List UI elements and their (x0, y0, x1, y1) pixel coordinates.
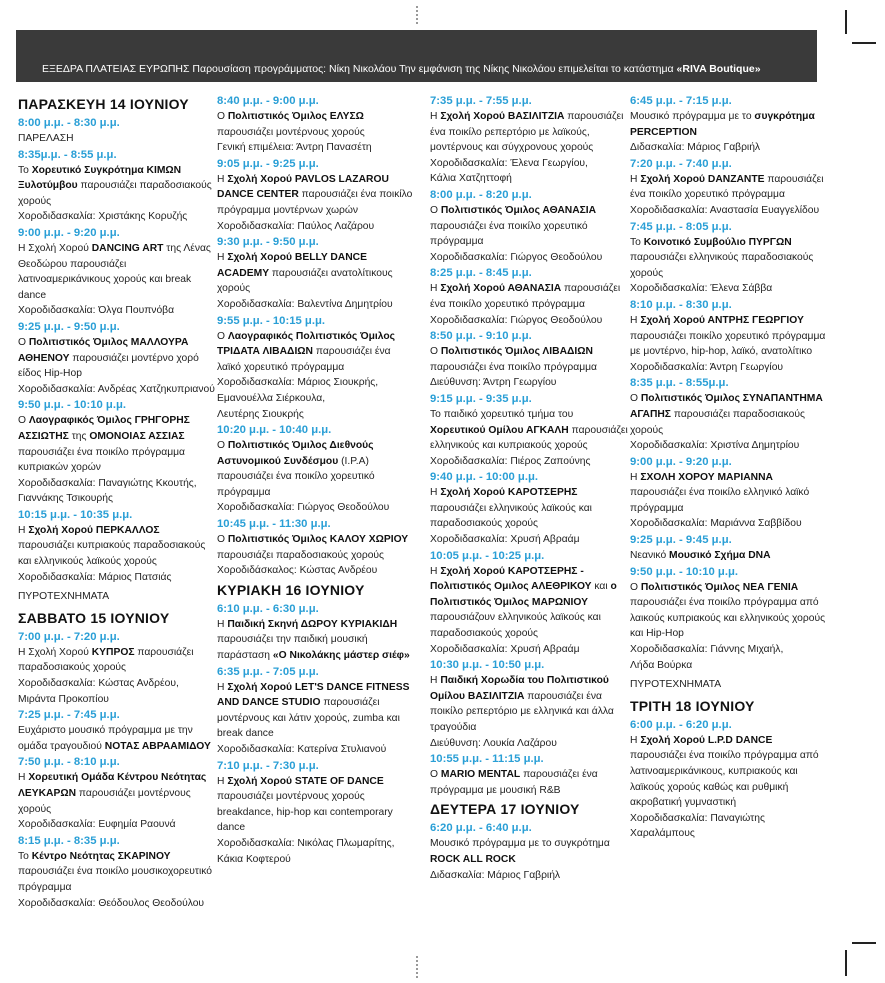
performer-name: Πολιτιστικός Όμιλος ΕΛΥΣΩ (227, 111, 364, 122)
description-text: Η (630, 471, 641, 483)
fold-mark-bottom (416, 956, 418, 978)
performer-name: Σχολή Χορού ΚΑΡΟΤΣΕΡΗΣ (440, 487, 578, 499)
performer-name: Σχολή Χορού BELLY DANCE ACADEMY (217, 252, 367, 279)
event-credit: Χοροδιδασκαλία: Γιώργος Θεοδούλου (217, 502, 390, 514)
event-time: 8:15 μ.μ. - 8:35 μ.μ. (18, 834, 120, 847)
performer-name: Σχολή Χορού PAVLOS LAZAROU DANCE CENTER (217, 173, 389, 201)
header-text: Παρουσίαση προγράμματος: Νίκη Νικολάου Την εμφάνιση της Νίκης Νικολάου επιμελείται το κατάστημα (189, 63, 677, 75)
event-credit: Χοροδιδασκαλία: Κώστας Ανδρέου, (18, 678, 179, 690)
event-credit: Λευτέρης Σιουκρής (217, 408, 304, 420)
schedule-event (430, 94, 630, 187)
description-text: παρουσιάζει ένα λαϊκό χορευτικό πρόγραμμα (217, 346, 391, 373)
event-credit: Χοροδιδασκαλία: Έλενα Γεωργίου, (430, 157, 588, 169)
event-credit: Χοροδιδασκαλία: Γιώργος Θεοδούλου (430, 251, 603, 263)
event-credit: Χοροδιδασκαλία: Αναστασία Ευαγγελίδου (630, 204, 820, 216)
crop-mark (845, 10, 847, 34)
event-description (217, 172, 417, 219)
performer-name: DANCING ART (91, 242, 164, 254)
description-text: παρουσιάζει ένα ποικίλο ρεπερτόριο με ελληνικά και άλλα τραγούδια (430, 690, 614, 733)
description-text: παρουσιάζει ένα ποικίλο πρόγραμμα κυπριακών χορών (18, 446, 186, 474)
event-credit: Χοροδιδασκαλία: Έλενα Σάββα (630, 283, 773, 295)
schedule-event (18, 834, 218, 911)
performer-name: Πολιτιστικός Όμιλος ΚΑΛΟΥ ΧΩΡΙΟΥ (227, 534, 409, 546)
description-text: Ο (630, 393, 641, 405)
event-time: 7:35 μ.μ. - 7:55 μ.μ. (430, 95, 532, 107)
description-text: παρουσιάζει ελληνικούς παραδοσιακούς χορούς (630, 252, 814, 279)
event-description (630, 109, 830, 140)
event-credit: Κάκια Κοφτερού (217, 853, 291, 865)
description-text: της (68, 430, 90, 442)
event-description (18, 849, 218, 896)
event-description (430, 109, 630, 156)
performer-name: Σχολή Χορού ΒΑΣΙΛΙΤΖΙΑ (440, 111, 565, 122)
event-description (430, 407, 630, 454)
schedule-event (430, 392, 630, 469)
event-credit: Χοροδιδασκαλία: Χριστίνα Δημητρίου (630, 440, 800, 452)
event-description (18, 723, 218, 754)
description-text: παρουσιάζει μοντέρνους χορούς (18, 788, 191, 815)
event-description (18, 523, 218, 570)
event-description (630, 172, 830, 203)
performer-name: Παιδική Σκηνή ΔΩΡΟΥ ΚΥΡΙΑΚΙΔΗ (227, 618, 398, 630)
description-text: Ο (217, 440, 228, 452)
description-text: παρουσιάζει ένα ποικίλο χορευτικό πρόγραμμα (630, 173, 824, 201)
description-text: παρουσιάζει ελληνικούς και κυπριακούς χορούς (430, 424, 628, 452)
event-time: 9:00 μ.μ. - 9:20 μ.μ. (630, 455, 732, 468)
event-description (630, 391, 830, 438)
performer-name: ΝΟΤΑΣ ΑΒΡΑΑΜΙΔΟΥ (104, 740, 211, 752)
description-text: Ο (18, 415, 29, 427)
event-credit: Χοροδιδασκαλία: Άντρη Γεωργίου (630, 361, 784, 373)
schedule-event (217, 665, 417, 758)
event-description (18, 335, 218, 382)
schedule-event (630, 94, 830, 156)
description-text: παρουσιάζει μοντέρνο χορό είδος Hip-Hop (18, 352, 199, 380)
event-description (430, 836, 630, 867)
performer-name: Πολιτιστικός Όμιλος ΝΕΑ ΓΕΝΙΑ (640, 581, 799, 593)
description-text: παρουσιάζει παραδοσιακούς χορούς (18, 180, 212, 207)
event-description (217, 329, 417, 376)
fireworks-note: ΠΥΡΟΤΕΧΝΗΜΑΤΑ (18, 591, 110, 603)
event-time: 8:50 μ.μ. - 9:10 μ.μ. (430, 330, 532, 343)
description-text: Μουσικό πρόγραμμα με το συγκρότημα (430, 838, 610, 850)
performer-name: Κοινοτικό Συμβούλιο ΠΥΡΓΩΝ (643, 236, 792, 248)
performer-name: Πολιτιστικός Όμιλος Διεθνούς Αστυνομικού Συνδέσμου (217, 440, 374, 467)
schedule-event (217, 602, 417, 664)
event-time: 6:35 μ.μ. - 7:05 μ.μ. (217, 665, 319, 678)
event-time: 7:50 μ.μ. - 8:10 μ.μ. (18, 756, 120, 769)
event-credit: Διδασκαλία: Μάριος Γαβριήλ (430, 869, 561, 881)
description-text: και (591, 581, 611, 593)
schedule-event (430, 549, 630, 658)
event-credit: Λήδα Βούρκα (630, 659, 693, 671)
description-text: Η (217, 775, 228, 787)
description-text: Η (430, 675, 441, 687)
description-text: παρουσιάζει κυπριακούς παραδοσιακούς και ελληνικούς λαϊκούς χορούς (18, 540, 206, 568)
event-time: 10:20 μ.μ. - 10:40 μ.μ. (217, 424, 332, 437)
event-time: 10:45 μ.μ. - 11:30 μ.μ. (217, 518, 331, 531)
event-time: 6:10 μ.μ. - 6:30 μ.μ. (217, 602, 319, 615)
event-credit: Χοροδιδασκαλία: Πιέρος Ζαπούνης (430, 455, 591, 467)
description-text: παρουσιάζει ελληνικούς λαϊκούς και παραδοσιακούς χορούς (430, 502, 592, 530)
performer-name: Πολιτιστικός Όμιλος ΜΑΛΛΟΥΡΑ ΑΘΗΕΝΟΥ (18, 336, 189, 364)
event-description (630, 733, 830, 811)
schedule-event (630, 376, 830, 453)
event-description (18, 163, 218, 210)
performer-name: Πολιτιστικός Όμιλος ΛΙΒΑΔΙΩΝ (440, 346, 593, 358)
fireworks-note: ΠΥΡΟΤΕΧΝΗΜΑΤΑ (630, 679, 722, 691)
crop-mark (845, 950, 847, 976)
event-time: 7:00 μ.μ. - 7:20 μ.μ. (18, 630, 120, 643)
day-heading: ΚΥΡΙΑΚΗ 16 ΙΟΥΝΙΟΥ (217, 581, 365, 598)
description-text: Η (430, 487, 441, 499)
event-time: 9:05 μ.μ. - 9:25 μ.μ. (217, 157, 319, 170)
description-text: παρουσιάζει ένα ποικίλο χορευτικό πρόγραμμα (430, 283, 621, 310)
schedule-event (430, 470, 630, 547)
event-credit: Χοροδιδασκαλία: Χρυσή Αβραάμ (430, 534, 580, 546)
performer-name: Σχολή Χορού ΑΘΑΝΑΣΙΑ (440, 283, 562, 295)
schedule-event (430, 329, 630, 391)
event-description (430, 344, 630, 375)
schedule-event (430, 188, 630, 265)
event-time: 8:00 μ.μ. - 8:30 μ.μ. (18, 117, 120, 129)
schedule-event (18, 630, 218, 707)
fold-mark-top (416, 6, 418, 24)
schedule-column-3 (430, 93, 630, 883)
event-description (217, 532, 417, 563)
crop-mark (852, 942, 876, 944)
event-time: 7:25 μ.μ. - 7:45 μ.μ. (18, 709, 120, 722)
description-text: Η (630, 734, 641, 746)
event-time: 8:35 μ.μ. - 8:55μ.μ. (630, 377, 729, 390)
schedule-event (18, 148, 218, 225)
description-text: Η (217, 173, 228, 185)
event-description (630, 313, 830, 360)
event-time: 9:30 μ.μ. - 9:50 μ.μ. (217, 236, 319, 249)
performer-name: Χορευτικό Συγκρότημα ΚΙΜΩΝ Ξυλοτύμβου (18, 164, 182, 192)
schedule-event (430, 266, 630, 328)
performer-name: «Ο Νικολάκης μάστερ σιέφ» (272, 650, 410, 662)
event-description (18, 241, 218, 303)
event-credit: Διεύθυνση: Λουκία Λαζάρου (430, 737, 557, 749)
event-time: 9:50 μ.μ. - 10:10 μ.μ. (630, 565, 739, 578)
event-description (430, 281, 630, 312)
description-text: Η (217, 618, 228, 630)
description-text: παρουσιάζουν ελληνικούς λαϊκούς και παραδοσιακούς χορούς (430, 612, 601, 640)
description-text: Η (217, 252, 228, 264)
description-text: Ο (18, 336, 29, 348)
performer-name: Πολιτιστικός Όμιλος ΣΥΝΑΠΑΝΤΗΜΑ ΑΓΑΠΗΣ (630, 393, 823, 420)
performer-name: MARIO MENTAL (440, 769, 521, 781)
schedule-event (430, 821, 630, 883)
event-description (630, 580, 830, 642)
day-heading: ΣΑΒΒΑΤΟ 15 ΙΟΥΝΙΟΥ (18, 609, 170, 626)
day-heading: ΤΡΙΤΗ 18 ΙΟΥΝΙΟΥ (630, 697, 755, 714)
description-text: Η (18, 772, 29, 784)
description-text: Το παιδικό χορευτικό τμήμα του (430, 408, 574, 420)
event-time: 8:40 μ.μ. - 9:00 μ.μ. (217, 95, 319, 107)
event-credit: Μιράντα Προκοπίου (18, 693, 109, 705)
event-credit: Χοροδιδασκαλία: Ανδρέας Χατζηκυπριανού (18, 383, 215, 395)
description-text: της Λένας Θεοδώρου παρουσιάζει λατινοαμερικάνικους χορούς και break dance (18, 242, 211, 301)
description-text: Η (430, 283, 441, 295)
performer-name: Σχολή Χορού L.P.D DANCE (640, 734, 773, 746)
event-credit: Χοροδιδασκαλία: Χριστάκης Κορυζής (18, 211, 188, 223)
event-description (630, 548, 830, 564)
event-time: 9:00 μ.μ. - 9:20 μ.μ. (18, 226, 120, 239)
performer-name: ΟΜΟΝΟΙΑΣ ΑΣΣΙΑΣ (89, 430, 185, 442)
event-description (217, 617, 417, 664)
event-credit: Χοροδιδασκαλία: Παύλος Λαζάρου (217, 220, 375, 232)
description-text: παρουσιάζει παραδοσιακούς χορούς (630, 408, 805, 436)
event-time: 8:10 μ.μ. - 8:30 μ.μ. (630, 298, 732, 311)
performer-name: Χορευτικού Ομίλου ΑΓΚΑΛΗ (430, 424, 569, 436)
schedule-event (630, 455, 830, 532)
schedule-event (217, 157, 417, 234)
description-text: Το (18, 850, 32, 862)
description-text: Η (430, 565, 441, 577)
description-text: O (430, 769, 441, 781)
crop-mark (852, 42, 876, 44)
event-time: 10:55 μ.μ. - 11:15 μ.μ. (430, 753, 544, 766)
event-credit: Γενική επιμέλεια: Άντρη Πανασέτη (217, 142, 372, 154)
event-credit: Εμανουέλλα Σιέρκουλα, (217, 392, 326, 404)
event-time: 10:05 μ.μ. - 10:25 μ.μ. (430, 549, 545, 562)
event-description (18, 131, 218, 147)
event-time: 7:10 μ.μ. - 7:30 μ.μ. (217, 759, 319, 772)
event-description (430, 485, 630, 532)
schedule-event (217, 423, 417, 516)
event-time: 8:35μ.μ. - 8:55 μ.μ. (18, 148, 117, 161)
event-description (217, 774, 417, 836)
event-description (217, 680, 417, 742)
day-heading: ΔΕΥΤΕΡΑ 17 ΙΟΥΝΙΟΥ (430, 801, 580, 818)
description-text: Ο (430, 346, 441, 358)
description-text: Η (630, 173, 641, 185)
event-credit: Χοροδιδασκαλία: Νικόλας Πλωμαρίτης, (217, 837, 395, 849)
performer-name: ΚΥΠΡΟΣ (91, 646, 135, 658)
event-credit: Χοροδιδασκαλία: Κατερίνα Στυλιανού (217, 744, 387, 755)
event-time: 9:25 μ.μ. - 9:50 μ.μ. (18, 320, 120, 333)
description-text: παρουσιάζει ένα ποικίλο πρόγραμμα (430, 361, 598, 373)
schedule-event (630, 533, 830, 564)
event-credit: Χοροδιδασκαλία: Ευφημία Ραουνά (18, 819, 176, 831)
venue-title: ΕΞΕΔΡΑ ΠΛΑΤΕΙΑΣ ΕΥΡΩΠΗΣ (42, 63, 190, 75)
performer-name: Σχολή Χορού ΚΑΡΟΤΣΕΡΗΣ - Πολιτιστικός Ομιλος ΑΛΕΘΡΙΚΟΥ (430, 565, 592, 593)
event-credit: Χοροδιδασκαλία: Παναγιώτης Κκουτής, (18, 477, 197, 489)
description-text: παρουσιάζει ένα ποικίλο πρόγραμμα μοντέρνων χωρών (217, 189, 413, 216)
event-credit: Χοροδιδασκαλία: Μαριάννα Σαββίδου (630, 518, 802, 530)
event-description (430, 673, 630, 735)
schedule-event (18, 755, 218, 832)
performer-name: ROCK ALL ROCK (430, 853, 516, 865)
event-credit: Χοροδιδασκαλία: Θεόδουλος Θεοδούλου (18, 897, 205, 909)
schedule-column-1 (18, 93, 218, 911)
description-text: παρουσιάζει ένα ποικίλο ρεπερτόριο με λαϊκούς, μοντέρνους και σύγχρονους χορούς (430, 111, 624, 154)
event-credit: Κάλια Χατζηττοφή (430, 173, 512, 185)
schedule-event (18, 708, 218, 754)
description-text: παρουσιάζει ένα ποικίλο μουσικοχορευτικό πρόγραμμα (18, 866, 212, 893)
schedule-event (217, 759, 417, 868)
event-description (630, 235, 830, 282)
event-time: 6:45 μ.μ. - 7:15 μ.μ. (630, 95, 732, 107)
event-credit: Γιαννάκης Τσικουρής (18, 493, 113, 505)
event-credit: Διεύθυνση: Άντρη Γεωργίου (430, 377, 557, 389)
performer-name: Σχολή Χορού ΑΝΤΡΗΣ ΓΕΩΡΓΙΟΥ (640, 314, 804, 326)
event-time: 10:30 μ.μ. - 10:50 μ.μ. (430, 659, 545, 672)
event-credit: Χοροδιδασκαλία: Γιάννης Μιχαήλ, (630, 644, 784, 656)
day-heading: ΠΑΡΑΣΚΕΥΗ 14 ΙΟΥΝΙΟΥ (18, 96, 189, 112)
schedule-event (430, 752, 630, 798)
event-time: 6:00 μ.μ. - 6:20 μ.μ. (630, 718, 732, 731)
performer-name: συγκρότημα PERCEPTION (630, 111, 815, 138)
performer-name: Σχολή Χορού LET'S DANCE FITNESS AND DANCE STUDIO (217, 681, 410, 709)
schedule-event (217, 314, 417, 423)
description-text: Ευχάριστο μουσικό πρόγραμμα με την ομάδα τραγουδιού (18, 725, 193, 752)
performer-name: Σχολή Χορού STATE OF DANCE (227, 775, 384, 787)
event-description (630, 470, 830, 517)
description-text: Η (630, 314, 641, 326)
schedule-event (18, 508, 218, 585)
description-text: Ο (430, 204, 441, 216)
performer-name: Χορευτική Ομάδα Κέντρου Νεότητας ΛΕΥΚΑΡΩΝ (18, 772, 207, 799)
performer-name: Παιδική Χορωδία του Πολιτιστικού Ομίλου ΒΑΣΙΛΙΤΖΙΑ (430, 675, 609, 702)
event-credit: Χοροδιδασκαλία: Χρυσή Αβραάμ (430, 643, 580, 655)
event-description (18, 413, 218, 475)
description-text: παρουσιάζει μοντέρνους χορούς (217, 126, 365, 138)
description-text: ΠΑΡΕΛΑΣΗ (18, 133, 74, 144)
performer-name: Σχολή Χορού DANZANTE (640, 173, 765, 185)
description-text: παρουσιάζει ένα ποικίλο πρόγραμμα από λαικούς κυπριακούς και ελληνικούς χορούς και Hip-Hop (630, 597, 826, 640)
event-credit: Χοροδιδασκαλία: Βαλεντίνα Δημητρίου (217, 298, 393, 310)
header-banner (16, 30, 817, 82)
event-credit: Χοροδιδασκαλία: Μάριος Πατσιάς (18, 571, 172, 583)
event-time: 7:20 μ.μ. - 7:40 μ.μ. (630, 157, 732, 170)
description-text: παρουσιάζει ένα ποικίλο χορευτικό πρόγραμμα (430, 220, 588, 248)
event-credit: Χοροδιδασκαλία: Μάριος Σιουκρής, (217, 377, 379, 389)
description-text: παρουσιάζει μοντέρνους χορούς breakdance, hip-hop και contemporary dance (217, 791, 393, 834)
event-time: 9:15 μ.μ. - 9:35 μ.μ. (430, 392, 532, 405)
schedule-event (630, 718, 830, 842)
event-time: 9:50 μ.μ. - 10:10 μ.μ. (18, 399, 127, 412)
event-credit: Χοροδιδάσκαλος: Κώστας Ανδρέου (217, 565, 378, 577)
event-time: 9:25 μ.μ. - 9:45 μ.μ. (630, 534, 732, 547)
description-text: Ο (217, 330, 228, 342)
description-text: Η Σχολή Χορού (18, 646, 92, 658)
schedule-column-2 (217, 93, 417, 867)
description-text: Ο (217, 111, 228, 122)
event-credit: Χοροδιδασκαλία: Γιώργος Θεοδούλου (430, 314, 603, 326)
performer-name: Μουσικό Σχήμα DNA (669, 550, 771, 562)
description-text: παρουσιάζει παραδοσιακούς χορούς (217, 549, 385, 561)
event-description (430, 767, 630, 798)
description-text: παρουσιάζει ανατολίτικους χορούς (217, 267, 393, 295)
schedule-column-4 (630, 93, 830, 842)
schedule-event (217, 94, 417, 156)
description-text: παρουσιάζει ποικίλο χορευτικό πρόγραμμα με μοντέρνο, hip-hop, λαϊκό, ανατολίτικο (630, 330, 826, 358)
schedule-event (18, 398, 218, 507)
performer-name: Σχολή Χορού ΠΕΡΚΑΛΛΟΣ (28, 524, 160, 536)
schedule-event (630, 565, 830, 674)
schedule-event (217, 517, 417, 579)
description-text: παρουσιάζει ένα ποικίλο πρόγραμμα από λατινοαμερικάνικους, κυπριακούς και λαϊκούς χορούς καθώς και ρυθμική ακροβατική γυμναστική (630, 750, 819, 809)
performer-name: Πολιτιστικός Όμιλος ΑΘΑΝΑΣΙΑ (440, 204, 597, 216)
event-time: 8:00 μ.μ. - 8:20 μ.μ. (430, 188, 532, 201)
performer-name: ΣΧΟΛΗ ΧΟΡΟΥ ΜΑΡΙΑΝΝΑ (640, 471, 773, 483)
event-description (430, 564, 630, 642)
event-time: 8:25 μ.μ. - 8:45 μ.μ. (430, 267, 532, 280)
description-text: Ο (630, 581, 641, 593)
schedule-event (18, 226, 218, 319)
description-text: Η Σχολή Χορού (18, 242, 92, 254)
description-text: Ο (217, 534, 228, 546)
schedule-event (630, 157, 830, 219)
event-time: 9:55 μ.μ. - 10:15 μ.μ. (217, 314, 326, 327)
event-description (18, 770, 218, 817)
schedule-event (430, 658, 630, 751)
event-description (217, 109, 417, 140)
event-description (430, 203, 630, 250)
event-time: 9:40 μ.μ. - 10:00 μ.μ. (430, 471, 539, 484)
schedule-event (18, 320, 218, 397)
description-text: (I.P.A) παρουσιάζει ένα ποικίλο χορευτικό πρόγραμμα (217, 455, 375, 498)
schedule-event (630, 220, 830, 297)
description-text: Η (18, 524, 29, 536)
event-time: 10:15 μ.μ. - 10:35 μ.μ. (18, 508, 133, 521)
event-credit: Χοροδιδασκαλία: Παναγιώτης Χαραλάμπους (630, 812, 765, 840)
description-text: παρουσιάζει μοντέρνους και λάτιν χορούς, zumba και break dance (217, 697, 400, 740)
schedule-event (18, 116, 218, 147)
event-description (217, 250, 417, 297)
brand-name: «RIVA Boutique» (676, 63, 761, 75)
description-text: Το (18, 164, 32, 176)
performer-name: Λαογραφικός Όμιλος ΓΡΗΓΟΡΗΣ ΑΣΣΙΩΤΗΣ (18, 415, 190, 442)
description-text: παρουσιάζει ένα πρόγραμμα με μουσική R&B (430, 769, 598, 796)
event-credit: Διδασκαλία: Μάριος Γαβριήλ (630, 142, 761, 154)
description-text: παρουσιάζει παραδοσιακούς χορούς (18, 646, 194, 674)
description-text: Νεανικό (630, 550, 670, 562)
event-description (217, 438, 417, 500)
event-time: 7:45 μ.μ. - 8:05 μ.μ. (630, 220, 732, 233)
event-description (18, 645, 218, 676)
performer-name: Κέντρο Νεότητας ΣΚΑΡΙΝΟΥ (31, 850, 171, 862)
description-text: Το (630, 236, 644, 248)
event-time: 6:20 μ.μ. - 6:40 μ.μ. (430, 822, 532, 835)
schedule-event (217, 235, 417, 312)
description-text: παρουσιάζει την παιδική μουσική παράσταση (217, 634, 368, 662)
description-text: Η (430, 111, 441, 122)
performer-name: Λαογραφικός Πολιτιστικός Όμιλος ΤΡΙΔΑΤΑ ΛΙΒΑΔΙΩΝ (217, 330, 395, 358)
description-text: παρουσιάζει ένα ποικίλο ελληνικό λαϊκό πρόγραμμα (630, 487, 810, 514)
description-text: Η (217, 681, 228, 693)
description-text: Μουσικό πρόγραμμα με το (630, 111, 755, 122)
performer-name: ο Πολιτιστικός Όμιλος ΜΑΡΩΝΙΟΥ (430, 581, 617, 608)
schedule-event (630, 298, 830, 375)
event-credit: Χοροδιδασκαλία: Όλγα Πουπνόβα (18, 305, 175, 317)
